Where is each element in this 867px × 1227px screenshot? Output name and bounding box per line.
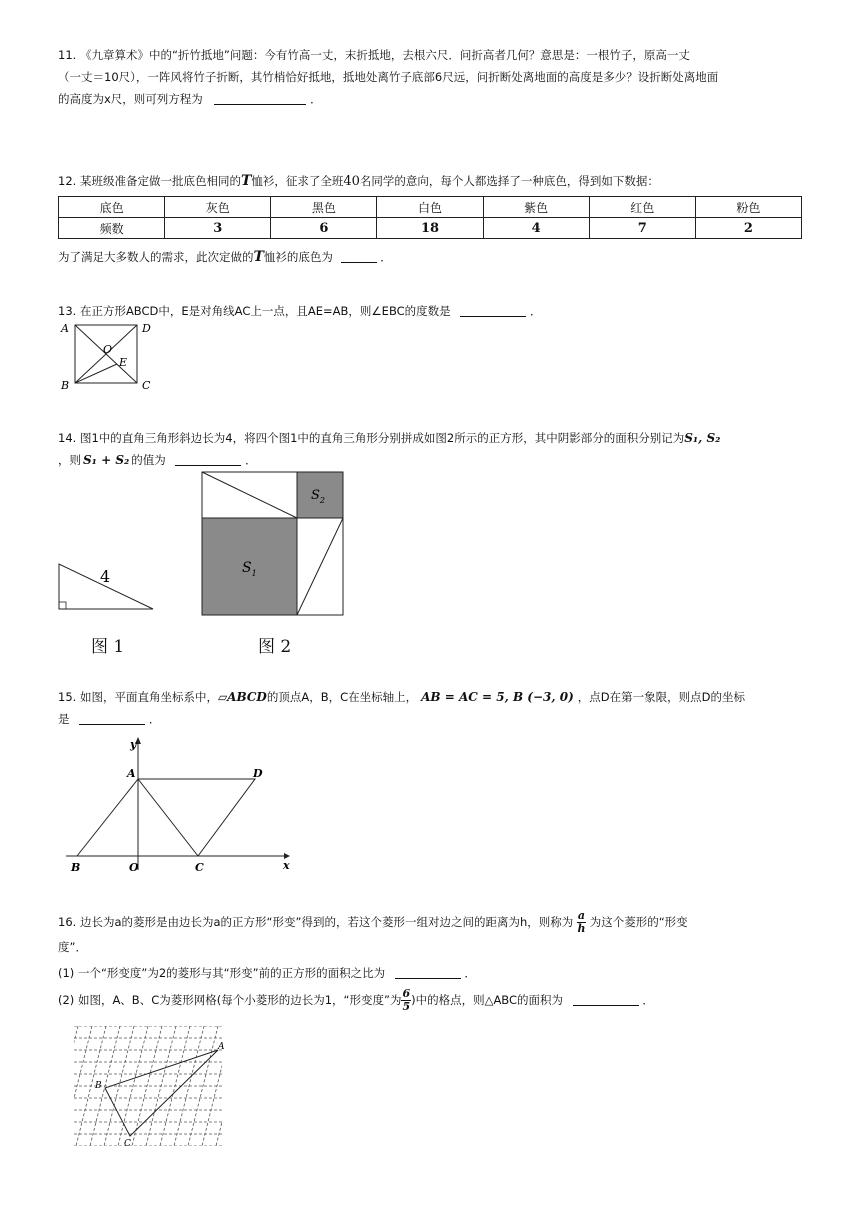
- q16-sub2-end: ．: [642, 993, 654, 1007]
- grid-line: [118, 1026, 148, 1146]
- shaded-square-s2: [297, 472, 343, 518]
- q12-color-5: 粉色: [695, 197, 801, 218]
- triangle-diagonal-right: [297, 518, 343, 615]
- label-e: E: [119, 356, 128, 369]
- label-o: O: [103, 343, 113, 356]
- q12-color-2: 白色: [377, 197, 483, 218]
- q12-count-1: 6: [271, 218, 377, 239]
- q15-line1-text-b: 的顶点A，B，C在坐标轴上，: [266, 690, 418, 704]
- q11-answer-blank[interactable]: [214, 90, 306, 105]
- triangle-diagonal-top: [202, 472, 297, 518]
- figure-1-caption: 图 1: [91, 637, 125, 657]
- q12-after-text-b: 恤衫的底色为: [263, 250, 333, 264]
- right-angle-mark: [59, 602, 66, 609]
- q14-line1-math: S₁, S₂: [684, 431, 721, 445]
- q12-after: [58, 246, 392, 268]
- q16-fraction-a-over-h: $\frac{a}{h}$: [577, 909, 586, 935]
- table-row: [59, 197, 802, 218]
- label-b: B: [71, 861, 81, 874]
- hypotenuse-label: 4: [100, 567, 111, 586]
- q14-answer-blank[interactable]: [175, 451, 241, 466]
- label-o: O: [129, 861, 139, 874]
- q12-after-end: ．: [380, 250, 392, 264]
- q14-line2-end: ．: [245, 453, 257, 467]
- q12-count-0: 3: [165, 218, 271, 239]
- figure-2-caption: 图 2: [258, 637, 292, 657]
- q12-answer-blank[interactable]: [341, 248, 377, 263]
- grid-line: [230, 1026, 238, 1146]
- q15-line2-text: 是: [58, 712, 70, 726]
- q16-sub1-answer-blank[interactable]: [395, 964, 461, 979]
- q12-after-text-a: 为了满足大多数人的需求，此次定做的: [58, 250, 254, 264]
- q11-line3-text: 的高度为x尺，则可列方程为: [58, 92, 203, 106]
- label-s2: $S_2$: [311, 488, 325, 505]
- q15-line2: [58, 708, 160, 730]
- grid-line: [188, 1026, 218, 1146]
- q14-line2: [58, 449, 257, 471]
- q15-line1-math: AB = AC = 5, B (−3, 0): [421, 690, 574, 704]
- q15-line2-end: ．: [148, 712, 161, 726]
- q12-intro-text-b: 恤衫，征求了全班: [251, 174, 344, 188]
- q12-count-2: 18: [377, 218, 483, 239]
- q11-line1: 11. 《九章算术》中的“折竹抵地”问题：今有竹高一丈，末折抵地，去根六尺．问折高者几何？意思是：一根竹子，原高一丈: [58, 48, 690, 62]
- label-c: C: [124, 1139, 131, 1149]
- q12-count-4: 7: [589, 218, 695, 239]
- q12-color-3: 紫色: [483, 197, 589, 218]
- q16-fraction-six-fifths: $\frac{6}{5}$: [402, 987, 411, 1013]
- q12-intro-text-a: 12. 某班级准备定做一批底色相同的: [58, 174, 241, 188]
- label-b: B: [95, 1081, 102, 1091]
- label-a: A: [218, 1042, 225, 1052]
- q11-line3-end: ．: [310, 92, 322, 106]
- q15-parallelogram: ▱ABCD: [217, 690, 267, 704]
- triangle-abc: [105, 1050, 218, 1136]
- segment-ad-dc: [138, 779, 255, 856]
- q15-answer-blank[interactable]: [79, 710, 145, 725]
- label-a: A: [61, 322, 69, 335]
- q11-line3: [58, 88, 322, 110]
- q13-answer-blank[interactable]: [460, 302, 526, 317]
- q12-color-0: 灰色: [165, 197, 271, 218]
- q13-square-figure: [58, 318, 168, 394]
- label-c: C: [195, 861, 204, 874]
- q16-sub2: [58, 988, 654, 1013]
- label-d: D: [253, 767, 263, 780]
- q15-line1: [58, 686, 745, 708]
- q16-sub2-text-a: (2) 如图，A、B、C为菱形网格(每个小菱形的边长为1，“形变度”为: [58, 993, 402, 1007]
- q12-color-4: 红色: [589, 197, 695, 218]
- segment-be: [75, 364, 117, 383]
- q14-line2-text-b: 的值为: [131, 453, 166, 467]
- q14-line2-math: S₁ + S₂: [83, 453, 130, 467]
- q16-line1-text-a: 16. 边长为a的菱形是由边长为a的正方形“形变”得到的，若这个菱形一组对边之间的距离为h，则称为: [58, 915, 574, 929]
- q14-line1-text: 14. 图1中的直角三角形斜边长为4，将四个图1中的直角三角形分别拼成如图2所示的正方形，其中阴影部分的面积分别记为: [58, 431, 685, 445]
- q14-figure-1: [50, 555, 165, 615]
- label-s1: $S_1$: [242, 560, 257, 578]
- q15-line1-text-c: ，点D在第一象限，则点D的坐标: [577, 690, 745, 704]
- q16-line1-text-b: 为这个菱形的“形变: [589, 915, 688, 929]
- q12-count-3: 4: [483, 218, 589, 239]
- q16-sub2-text-b: )中的格点，则△ABC的面积为: [411, 993, 564, 1007]
- q12-after-t: T: [253, 249, 264, 265]
- q12-header-label: 底色: [59, 197, 165, 218]
- q15-coordinate-figure: [58, 732, 298, 878]
- q16-sub1-end: ．: [464, 966, 476, 980]
- q16-line1: [58, 910, 688, 935]
- q12-intro-number: 40: [343, 174, 360, 189]
- q12-intro: [58, 170, 659, 193]
- q12-count-5: 2: [695, 218, 801, 239]
- label-b: B: [61, 379, 70, 392]
- grid-line: [62, 1026, 92, 1146]
- label-d: D: [142, 322, 151, 335]
- q11-line2: （一丈＝10尺），一阵风将竹子折断，其竹梢恰好抵地，抵地处离竹子底部6尺远，问折断处离地面的高度是多少？设折断处离地面: [58, 70, 719, 84]
- q12-count-label: 频数: [59, 218, 165, 239]
- table-row: [59, 218, 802, 239]
- q13-text-end: ．: [529, 304, 542, 318]
- grid-line: [58, 1026, 64, 1146]
- q15-line1-text-a: 15. 如图，平面直角坐标系中，: [58, 690, 218, 704]
- q16-sub1-text: (1) 一个“形变度”为2的菱形与其“形变”前的正方形的面积之比为: [58, 966, 386, 980]
- q12-intro-text-c: 名同学的意向，每个人都选择了一种底色，得到如下数据：: [359, 174, 659, 188]
- label-c: C: [142, 379, 151, 392]
- q12-intro-t: T: [240, 173, 252, 189]
- q16-rhombus-grid-figure: [58, 1020, 238, 1152]
- q16-sub2-answer-blank[interactable]: [573, 991, 639, 1006]
- q12-frequency-table: [58, 196, 802, 239]
- q16-sub1: [58, 962, 476, 984]
- q13-text-a: 13. 在正方形ABCD中，E是对角线AC上一点，且AE=AB，则∠EBC的度数是: [58, 304, 451, 318]
- rhombus-grid: [58, 1026, 238, 1146]
- label-y: y: [130, 738, 137, 751]
- label-x: x: [283, 859, 290, 872]
- q14-line2-text-a: ，则: [58, 453, 81, 467]
- label-a: A: [127, 767, 136, 780]
- q14-figure-2: [200, 470, 346, 618]
- q16-line2: 度”．: [58, 940, 87, 954]
- q12-color-1: 黑色: [271, 197, 377, 218]
- q14-line1: [58, 427, 720, 449]
